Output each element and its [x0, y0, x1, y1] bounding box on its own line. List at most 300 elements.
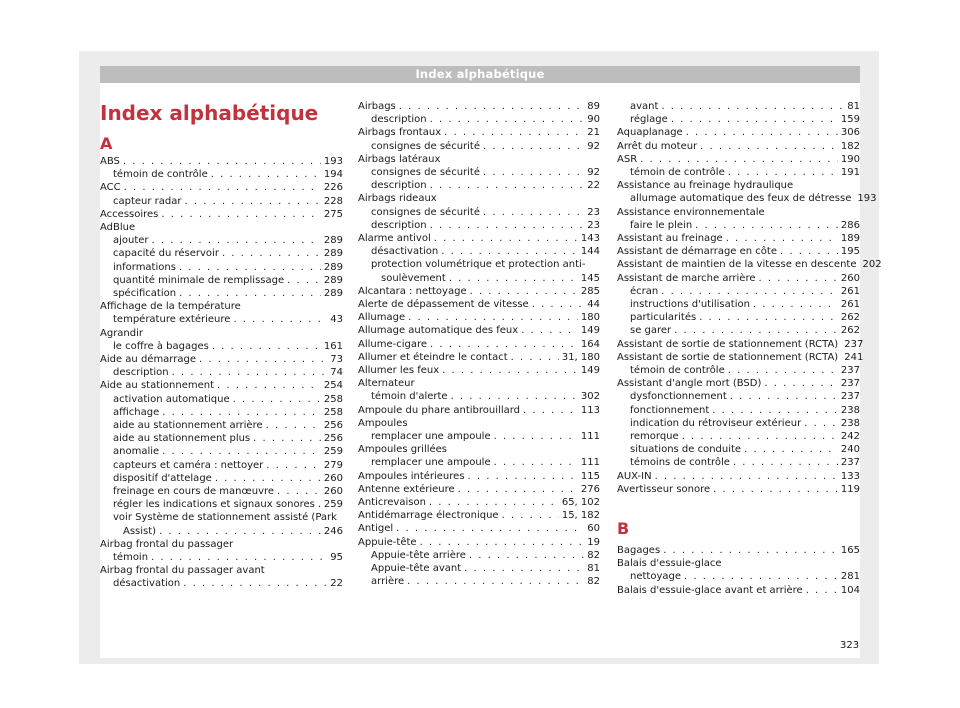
entry-label: particularités: [630, 312, 697, 324]
entry-label: Assistant au freinage: [617, 233, 723, 244]
dot-leader: [444, 126, 584, 140]
entry-label: Ampoule du phare antibrouillard: [358, 404, 521, 416]
dot-leader: [287, 274, 321, 288]
dot-leader: [183, 577, 327, 591]
entry-page-ref: 193: [323, 156, 343, 167]
entry-label: Assistant de sortie de stationnement (RCTA): [617, 351, 839, 363]
entry-label: Accessoires: [100, 208, 159, 220]
entry-label: soulèvement: [381, 272, 446, 284]
entry-page-ref: 302: [580, 391, 600, 403]
entry-label: activation automatique: [113, 393, 230, 405]
entry-page-ref: 189: [840, 233, 860, 244]
entry-page-ref: 276: [580, 483, 600, 495]
entry-label: faire le plein: [630, 219, 693, 231]
index-entry: [630, 390, 860, 404]
entry-page-ref: 254: [323, 380, 343, 392]
index-entry: [371, 456, 600, 470]
entry-page-ref: 289: [323, 274, 343, 286]
entry-label: Airbags: [358, 101, 396, 112]
entry-label: avant: [630, 101, 659, 112]
index-entry: [617, 377, 860, 391]
entry-label: Appuie-tête: [358, 536, 417, 548]
index-heading-entry: Assistance au freinage hydraulique: [617, 180, 794, 192]
entry-label: Antenne extérieure: [358, 483, 455, 495]
index-entry: [630, 192, 877, 206]
dot-leader: [430, 113, 585, 127]
page-number: 323: [840, 640, 860, 651]
entry-page-ref: 237: [844, 338, 864, 350]
entry-label: Appuie-tête arrière: [371, 549, 466, 561]
index-entry: [113, 419, 343, 433]
entry-label: description: [371, 219, 427, 231]
entry-page-ref: 23: [587, 206, 600, 218]
entry-page-ref: 92: [587, 140, 600, 152]
section-letter-b: B: [617, 519, 630, 538]
entry-page-ref: 246: [323, 525, 343, 537]
index-entry: [113, 247, 343, 261]
entry-page-ref: 22: [330, 578, 343, 590]
dot-leader: [483, 140, 584, 154]
entry-page-ref: 60: [587, 523, 600, 535]
index-entry: [371, 562, 600, 576]
entry-label: remplacer une ampoule: [371, 457, 491, 469]
entry-page-ref: 240: [840, 444, 860, 456]
entry-label: remplacer une ampoule: [371, 431, 491, 442]
entry-label: réglage: [630, 114, 668, 126]
index-heading-entry: Balais d'essuie-glace: [617, 558, 722, 570]
dot-leader: [730, 390, 838, 404]
entry-label: consignes de sécurité: [371, 140, 481, 152]
entry-page-ref: 237: [840, 391, 860, 403]
page-title: Index alphabétique: [100, 101, 319, 125]
entry-page-ref: 133: [840, 470, 860, 482]
index-entry: [630, 298, 860, 312]
entry-page-ref: 104: [840, 584, 860, 596]
index-heading-entry: Airbags rideaux: [358, 193, 437, 205]
entry-label: Assistant d'angle mort (BSD): [617, 378, 762, 390]
entry-label: Arrêt du moteur: [617, 140, 698, 152]
index-entry: [113, 459, 343, 473]
dot-leader: [671, 113, 838, 127]
entry-page-ref: 190: [840, 153, 860, 165]
entry-label: désactivation: [371, 246, 439, 258]
entry-page-ref: 289: [323, 288, 343, 299]
dot-leader: [764, 377, 838, 391]
index-entry: [630, 166, 860, 180]
index-entry: [371, 245, 600, 259]
entry-page-ref: 237: [840, 378, 860, 390]
entry-label: capteurs et caméra : nettoyer: [113, 459, 264, 471]
entry-label: témoin de contrôle: [630, 365, 725, 376]
index-entry: [617, 544, 860, 558]
entry-page-ref: 258: [323, 406, 343, 418]
entry-page-ref: 228: [323, 195, 343, 207]
entry-page-ref: 73: [330, 354, 343, 365]
index-heading-entry: Airbag frontal du passager: [100, 538, 234, 550]
index-heading-entry: Affichage de la température: [100, 301, 241, 313]
dot-leader: [494, 430, 578, 444]
dot-leader: [640, 153, 838, 167]
entry-page-ref: 259: [323, 499, 343, 511]
entry-label: se garer: [630, 325, 672, 337]
dot-leader: [458, 483, 578, 497]
entry-label: Antidémarrage électronique: [358, 510, 499, 522]
dot-leader: [661, 285, 838, 299]
entry-page-ref: 143: [580, 233, 600, 244]
dot-leader: [162, 445, 321, 459]
index-entry: [113, 498, 343, 512]
entry-page-ref: 149: [580, 365, 600, 376]
entry-page-ref: 111: [580, 457, 600, 469]
entry-page-ref: 242: [840, 431, 860, 442]
entry-page-ref: 95: [330, 552, 343, 563]
entry-page-ref: 74: [330, 367, 343, 379]
index-entry: [113, 445, 343, 459]
entry-label: Allume-cigare: [358, 338, 428, 350]
entry-page-ref: 23: [587, 219, 600, 231]
entry-page-ref: 259: [323, 446, 343, 458]
entry-page-ref: 285: [580, 285, 600, 297]
dot-leader: [655, 470, 838, 484]
running-header: Index alphabétique: [100, 66, 860, 83]
dot-leader: [430, 338, 578, 352]
entry-label: Bagages: [617, 545, 661, 556]
entry-page-ref: 279: [323, 459, 343, 471]
entry-label: Aquaplanage: [617, 127, 683, 139]
index-entry: [358, 324, 600, 338]
entry-label: aide au stationnement plus: [113, 433, 251, 445]
index-entry: [630, 364, 860, 378]
dot-leader: [277, 485, 321, 499]
entry-page-ref: 306: [840, 127, 860, 139]
index-entry: [617, 258, 882, 272]
index-entry: [371, 219, 600, 233]
index-entry: [617, 232, 860, 246]
index-entry: [100, 181, 343, 195]
entry-page-ref: 193: [857, 193, 877, 205]
index-entry: [371, 206, 600, 220]
section-letter-a: A: [100, 134, 113, 153]
entry-page-ref: 161: [323, 340, 343, 352]
dot-leader: [502, 509, 559, 523]
entry-label: quantité minimale de remplissage: [113, 274, 285, 286]
entry-label: Aide au stationnement: [100, 380, 214, 392]
entry-label: freinage en cours de manœuvre: [113, 486, 275, 497]
index-entry: [113, 432, 343, 446]
index-entry: [617, 584, 860, 598]
index-entry: [630, 219, 860, 233]
index-entry: [617, 470, 860, 484]
entry-page-ref: 260: [323, 472, 343, 484]
dot-leader: [151, 551, 327, 565]
dot-leader: [682, 430, 838, 444]
index-entry: [630, 324, 860, 338]
index-entry: [358, 522, 600, 536]
entry-label: consignes de sécurité: [371, 167, 481, 178]
entry-label: ASR: [617, 153, 638, 165]
index-entry: [113, 485, 343, 499]
dot-leader: [674, 324, 838, 338]
index-entry: [100, 208, 343, 222]
dot-leader: [699, 311, 838, 325]
index-heading-entry: Ampoules grillées: [358, 444, 448, 456]
entry-page-ref: 195: [840, 246, 860, 258]
index-entry: [617, 245, 860, 259]
entry-label: témoin: [113, 552, 149, 563]
dot-leader: [483, 206, 584, 220]
dot-leader: [407, 575, 584, 589]
entry-page-ref: 262: [840, 325, 860, 337]
index-entry: [358, 311, 600, 325]
entry-label: témoin de contrôle: [630, 167, 725, 178]
entry-page-ref: 226: [323, 182, 343, 194]
dot-leader: [441, 245, 578, 259]
entry-label: Alerte de dépassement de vitesse: [358, 299, 529, 310]
index-entry: [113, 406, 343, 420]
entry-label: Antigel: [358, 523, 394, 535]
dot-leader: [429, 496, 559, 510]
entry-label: Allumer et éteindre le contact: [358, 351, 508, 363]
entry-label: Anticrevaison: [358, 497, 426, 508]
entry-label: remorque: [630, 431, 679, 442]
dot-leader: [212, 340, 321, 354]
index-heading-entry: Agrandir: [100, 327, 144, 339]
entry-label: écran: [630, 285, 659, 297]
index-entry: [371, 166, 600, 180]
dot-leader: [464, 562, 584, 576]
entry-label: aide au stationnement arrière: [113, 420, 263, 431]
dot-leader: [217, 379, 321, 393]
entry-page-ref: 182: [840, 140, 860, 152]
entry-label: indication du rétroviseur extérieur: [630, 417, 802, 429]
dot-leader: [233, 313, 327, 327]
index-entry: [617, 351, 864, 365]
entry-label: Allumage automatique des feux: [358, 325, 519, 337]
entry-page-ref: 119: [840, 483, 860, 495]
dot-leader: [780, 245, 838, 259]
index-entry: [113, 366, 343, 380]
dot-leader: [521, 324, 578, 338]
dot-leader: [713, 483, 838, 497]
index-entry: [617, 140, 860, 154]
index-entry: [358, 126, 600, 140]
entry-label: ABS: [100, 156, 120, 167]
dot-leader: [159, 525, 321, 539]
entry-page-ref: 237: [840, 365, 860, 376]
index-entry: [617, 272, 860, 286]
index-heading-entry: protection volumétrique et protection anti-: [371, 259, 586, 271]
entry-label: régler les indications et signaux sonores: [113, 499, 315, 511]
entry-label: Assistant de sortie de stationnement (RCTA): [617, 338, 839, 350]
entry-page-ref: 113: [580, 404, 600, 416]
entry-page-ref: 92: [587, 167, 600, 178]
entry-page-ref: 145: [580, 272, 600, 284]
entry-page-ref: 261: [840, 285, 860, 297]
entry-page-ref: 262: [840, 312, 860, 324]
entry-page-ref: 289: [323, 235, 343, 247]
dot-leader: [199, 353, 327, 367]
entry-page-ref: 81: [847, 101, 860, 112]
index-entry: [630, 430, 860, 444]
index-entry: [358, 351, 600, 365]
entry-page-ref: 22: [587, 180, 600, 192]
index-entry: [630, 100, 860, 114]
entry-label: AUX-IN: [617, 470, 652, 482]
entry-label: Allumage: [358, 312, 406, 324]
entry-label: témoins de contrôle: [630, 457, 730, 469]
entry-label: description: [371, 180, 427, 192]
entry-page-ref: 281: [840, 571, 860, 583]
index-entry: [113, 261, 343, 275]
index-entry: [371, 549, 600, 563]
entry-page-ref: 164: [580, 338, 600, 350]
entry-label: spécification: [113, 288, 177, 299]
entry-label: Assist): [123, 525, 157, 537]
index-entry: [358, 496, 600, 510]
index-entry: [630, 417, 860, 431]
entry-label: dispositif d'attelage: [113, 472, 212, 484]
index-entry: [358, 338, 600, 352]
dot-leader: [420, 536, 585, 550]
entry-label: témoin d'alerte: [371, 391, 448, 403]
entry-label: capacité du réservoir: [113, 248, 219, 260]
index-entry: [113, 168, 343, 182]
entry-label: température extérieure: [113, 314, 231, 326]
dot-leader: [396, 522, 584, 536]
index-entry: [371, 140, 600, 154]
index-entry: [371, 179, 600, 193]
index-entry: [113, 551, 343, 565]
dot-leader: [469, 549, 584, 563]
index-entry: [358, 298, 600, 312]
entry-label: allumage automatique des feux de détresse: [630, 193, 852, 205]
entry-page-ref: 289: [323, 248, 343, 260]
entry-page-ref: 180: [580, 312, 600, 324]
dot-leader: [123, 155, 321, 169]
dot-leader: [233, 393, 321, 407]
dot-leader: [753, 298, 838, 312]
dot-leader: [532, 298, 585, 312]
dot-leader: [318, 498, 321, 512]
dot-leader: [511, 351, 559, 365]
index-entry: [617, 126, 860, 140]
entry-label: Assistant de maintien de la vitesse en descente: [617, 259, 857, 271]
index-entry: [358, 232, 600, 246]
index-entry: [617, 483, 860, 497]
index-entry: [358, 100, 600, 114]
entry-page-ref: 111: [580, 431, 600, 442]
dot-leader: [468, 470, 578, 484]
dot-leader: [806, 584, 838, 598]
dot-leader: [759, 272, 838, 286]
index-heading-entry: AdBlue: [100, 222, 136, 233]
entry-label: fonctionnement: [630, 404, 710, 416]
entry-label: Assistant de marche arrière: [617, 272, 756, 284]
entry-label: désactivation: [113, 578, 181, 590]
dot-leader: [408, 311, 578, 325]
dot-leader: [804, 417, 838, 431]
entry-page-ref: 202: [862, 259, 882, 271]
entry-page-ref: 21: [587, 127, 600, 139]
index-entry: [358, 404, 600, 418]
index-entry: [113, 393, 343, 407]
entry-page-ref: 194: [323, 169, 343, 181]
entry-label: Airbags frontaux: [358, 127, 442, 139]
index-entry: [371, 113, 600, 127]
entry-page-ref: 238: [840, 404, 860, 416]
index-heading-entry: Alternateur: [358, 378, 415, 390]
entry-label: Aide au démarrage: [100, 354, 196, 365]
entry-label: description: [113, 367, 169, 379]
dot-leader: [442, 364, 578, 378]
index-entry: [113, 472, 343, 486]
dot-leader: [744, 443, 838, 457]
entry-label: anomalie: [113, 446, 160, 458]
entry-page-ref: 165: [840, 545, 860, 556]
index-entry: [381, 272, 600, 286]
entry-page-ref: 260: [323, 486, 343, 497]
entry-label: Appuie-tête avant: [371, 563, 462, 574]
index-heading-entry: voir Système de stationnement assisté (Park: [113, 512, 337, 524]
dot-leader: [215, 472, 321, 486]
index-entry: [358, 470, 600, 484]
entry-page-ref: 256: [323, 433, 343, 445]
dot-leader: [162, 406, 321, 420]
entry-label: Ampoules intérieures: [358, 470, 465, 482]
dot-leader: [728, 364, 838, 378]
entry-page-ref: 89: [587, 101, 600, 112]
index-entry: [113, 234, 343, 248]
entry-label: Balais d'essuie-glace avant et arrière: [617, 584, 803, 596]
entry-label: témoin de contrôle: [113, 169, 208, 181]
entry-label: instructions d'utilisation: [630, 299, 750, 310]
dot-leader: [733, 456, 838, 470]
dot-leader: [172, 366, 328, 380]
index-entry: [358, 483, 600, 497]
entry-page-ref: 238: [840, 417, 860, 429]
index-entry: [630, 311, 860, 325]
entry-label: capteur radar: [113, 195, 182, 207]
index-entry: [371, 575, 600, 589]
index-heading-entry: Airbag frontal du passager avant: [100, 565, 265, 577]
entry-label: ajouter: [113, 235, 149, 247]
entry-label: Assistant de démarrage en côte: [617, 246, 777, 258]
index-heading-entry: Ampoules: [358, 417, 408, 429]
dot-leader: [726, 232, 838, 246]
index-entry: [630, 285, 860, 299]
entry-label: affichage: [113, 406, 160, 418]
dot-leader: [494, 456, 578, 470]
index-entry: [113, 195, 343, 209]
index-entry: [113, 577, 343, 591]
dot-leader: [152, 234, 321, 248]
entry-label: dysfonctionnement: [630, 391, 727, 403]
dot-leader: [483, 166, 584, 180]
dot-leader: [430, 219, 585, 233]
dot-leader: [434, 232, 578, 246]
entry-page-ref: 237: [840, 457, 860, 469]
entry-label: Avertisseur sonore: [617, 483, 711, 495]
index-entry: [630, 113, 860, 127]
index-entry: [358, 364, 600, 378]
entry-label: Alcantara : nettoyage: [358, 285, 467, 297]
entry-page-ref: 65, 102: [561, 497, 600, 508]
dot-leader: [266, 419, 321, 433]
entry-page-ref: 43: [330, 314, 343, 326]
index-entry: [100, 353, 343, 367]
entry-label: ACC: [100, 182, 121, 194]
index-entry: [113, 274, 343, 288]
